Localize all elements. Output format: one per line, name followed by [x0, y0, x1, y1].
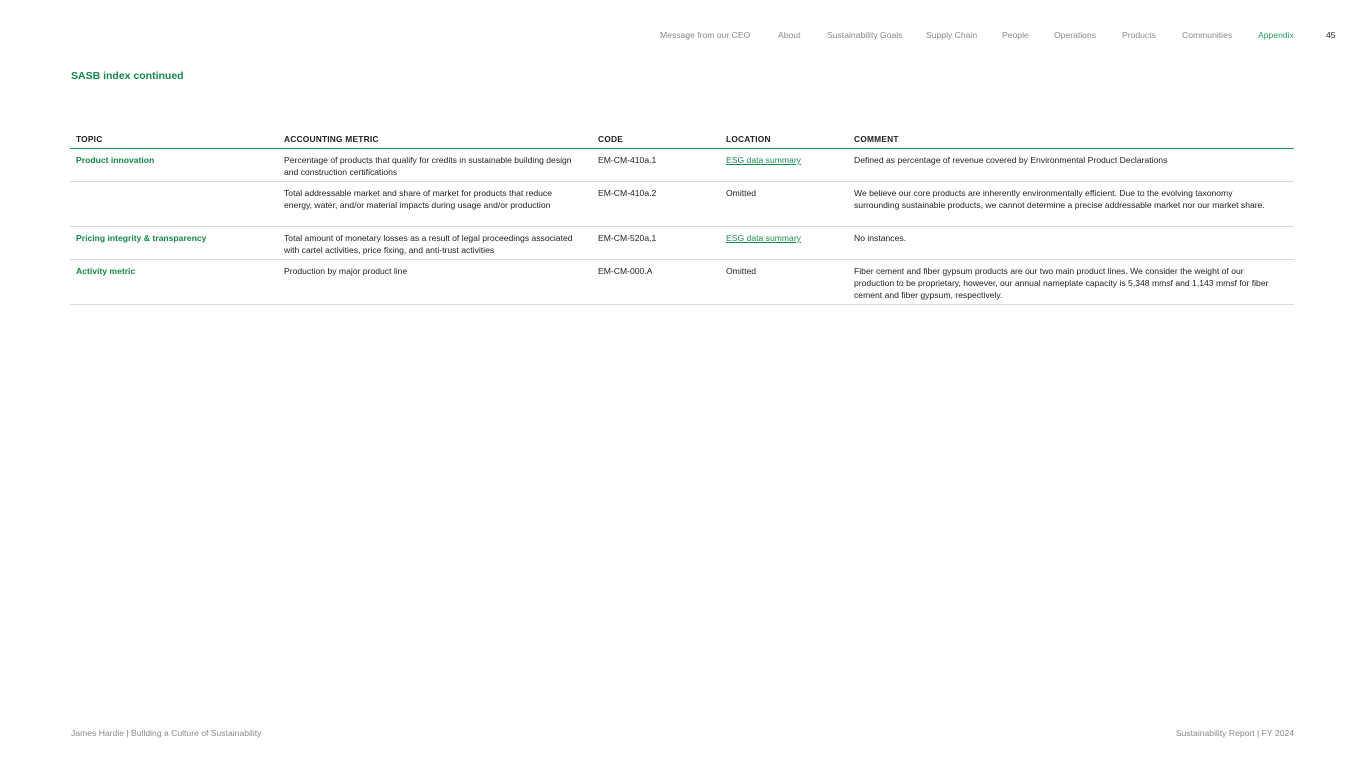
- row-location: [726, 154, 854, 176]
- row-metric: Total addressable market and share of market for products that reduce energy, water, and/or material impacts during usage and/or production: [284, 188, 552, 210]
- row-code: EM-CM-410a.2: [598, 188, 657, 198]
- row-comment: We believe our core products are inherently environmentally efficient. Due to the evolving taxonomy surrounding sustainable products, we cannot determine a precise addressable market nor our market share.: [854, 188, 1265, 210]
- footer-left: James Hardie | Building a Culture of Sustainability: [71, 728, 262, 738]
- row-location: [726, 232, 854, 254]
- esg-data-summary-link[interactable]: ESG data summary: [726, 233, 801, 243]
- row-metric: Production by major product line: [284, 266, 408, 276]
- nav-item-sustainability-goals[interactable]: Sustainability Goals: [827, 30, 903, 40]
- row-comment: Fiber cement and fiber gypsum products are our two main product lines. We consider the weight of our production to be proprietary, however, our annual nameplate capacity is 5,348 mmsf and 1,143 mmsf for fiber cement and fiber gypsum, respectively.: [854, 266, 1269, 300]
- table-row: [70, 260, 1294, 305]
- row-code: EM-CM-410a.1: [598, 155, 657, 165]
- row-comment: No instances.: [854, 233, 907, 243]
- esg-data-summary-link[interactable]: ESG data summary: [726, 155, 801, 165]
- table-header: [70, 132, 1294, 149]
- table-row: [70, 182, 1294, 227]
- row-metric: Total amount of monetary losses as a result of legal proceedings associated with cartel activities, price fixing, and anti-trust activities: [284, 233, 573, 255]
- row-topic: Product innovation: [76, 155, 155, 165]
- top-navigation: [0, 30, 1365, 44]
- row-topic: Activity metric: [76, 266, 136, 276]
- footer-right: Sustainability Report | FY 2024: [1175, 728, 1294, 738]
- nav-item-about[interactable]: About: [778, 30, 801, 40]
- header-accounting-metric: ACCOUNTING METRIC: [284, 134, 379, 144]
- table-row: [70, 227, 1294, 260]
- nav-item-appendix[interactable]: Appendix: [1258, 30, 1294, 40]
- row-location: Omitted: [726, 266, 757, 276]
- row-topic: Pricing integrity & transparency: [76, 233, 207, 243]
- header-location: LOCATION: [726, 134, 771, 144]
- row-topic: [70, 187, 284, 221]
- nav-item-products[interactable]: Products: [1122, 30, 1156, 40]
- nav-item-supply-chain[interactable]: Supply Chain: [926, 30, 978, 40]
- row-location: Omitted: [726, 188, 757, 198]
- header-code: CODE: [598, 134, 623, 144]
- header-topic: TOPIC: [76, 134, 103, 144]
- row-code: EM-CM-520a.1: [598, 233, 657, 243]
- nav-item-people[interactable]: People: [1002, 30, 1029, 40]
- nav-item-message-from-ceo[interactable]: Message from our CEO: [660, 30, 751, 40]
- nav-item-communities[interactable]: Communities: [1182, 30, 1233, 40]
- page-number: 45: [1326, 30, 1336, 40]
- row-metric: Percentage of products that qualify for credits in sustainable building design and construction certifications: [284, 155, 572, 177]
- table-row: [70, 149, 1294, 182]
- header-comment: COMMENT: [854, 134, 899, 144]
- sasb-table: [70, 132, 1294, 305]
- nav-item-operations[interactable]: Operations: [1054, 30, 1097, 40]
- row-comment: Defined as percentage of revenue covered by Environmental Product Declarations: [854, 155, 1168, 165]
- row-code: EM-CM-000.A: [598, 266, 653, 276]
- section-title: SASB index continued: [71, 70, 184, 82]
